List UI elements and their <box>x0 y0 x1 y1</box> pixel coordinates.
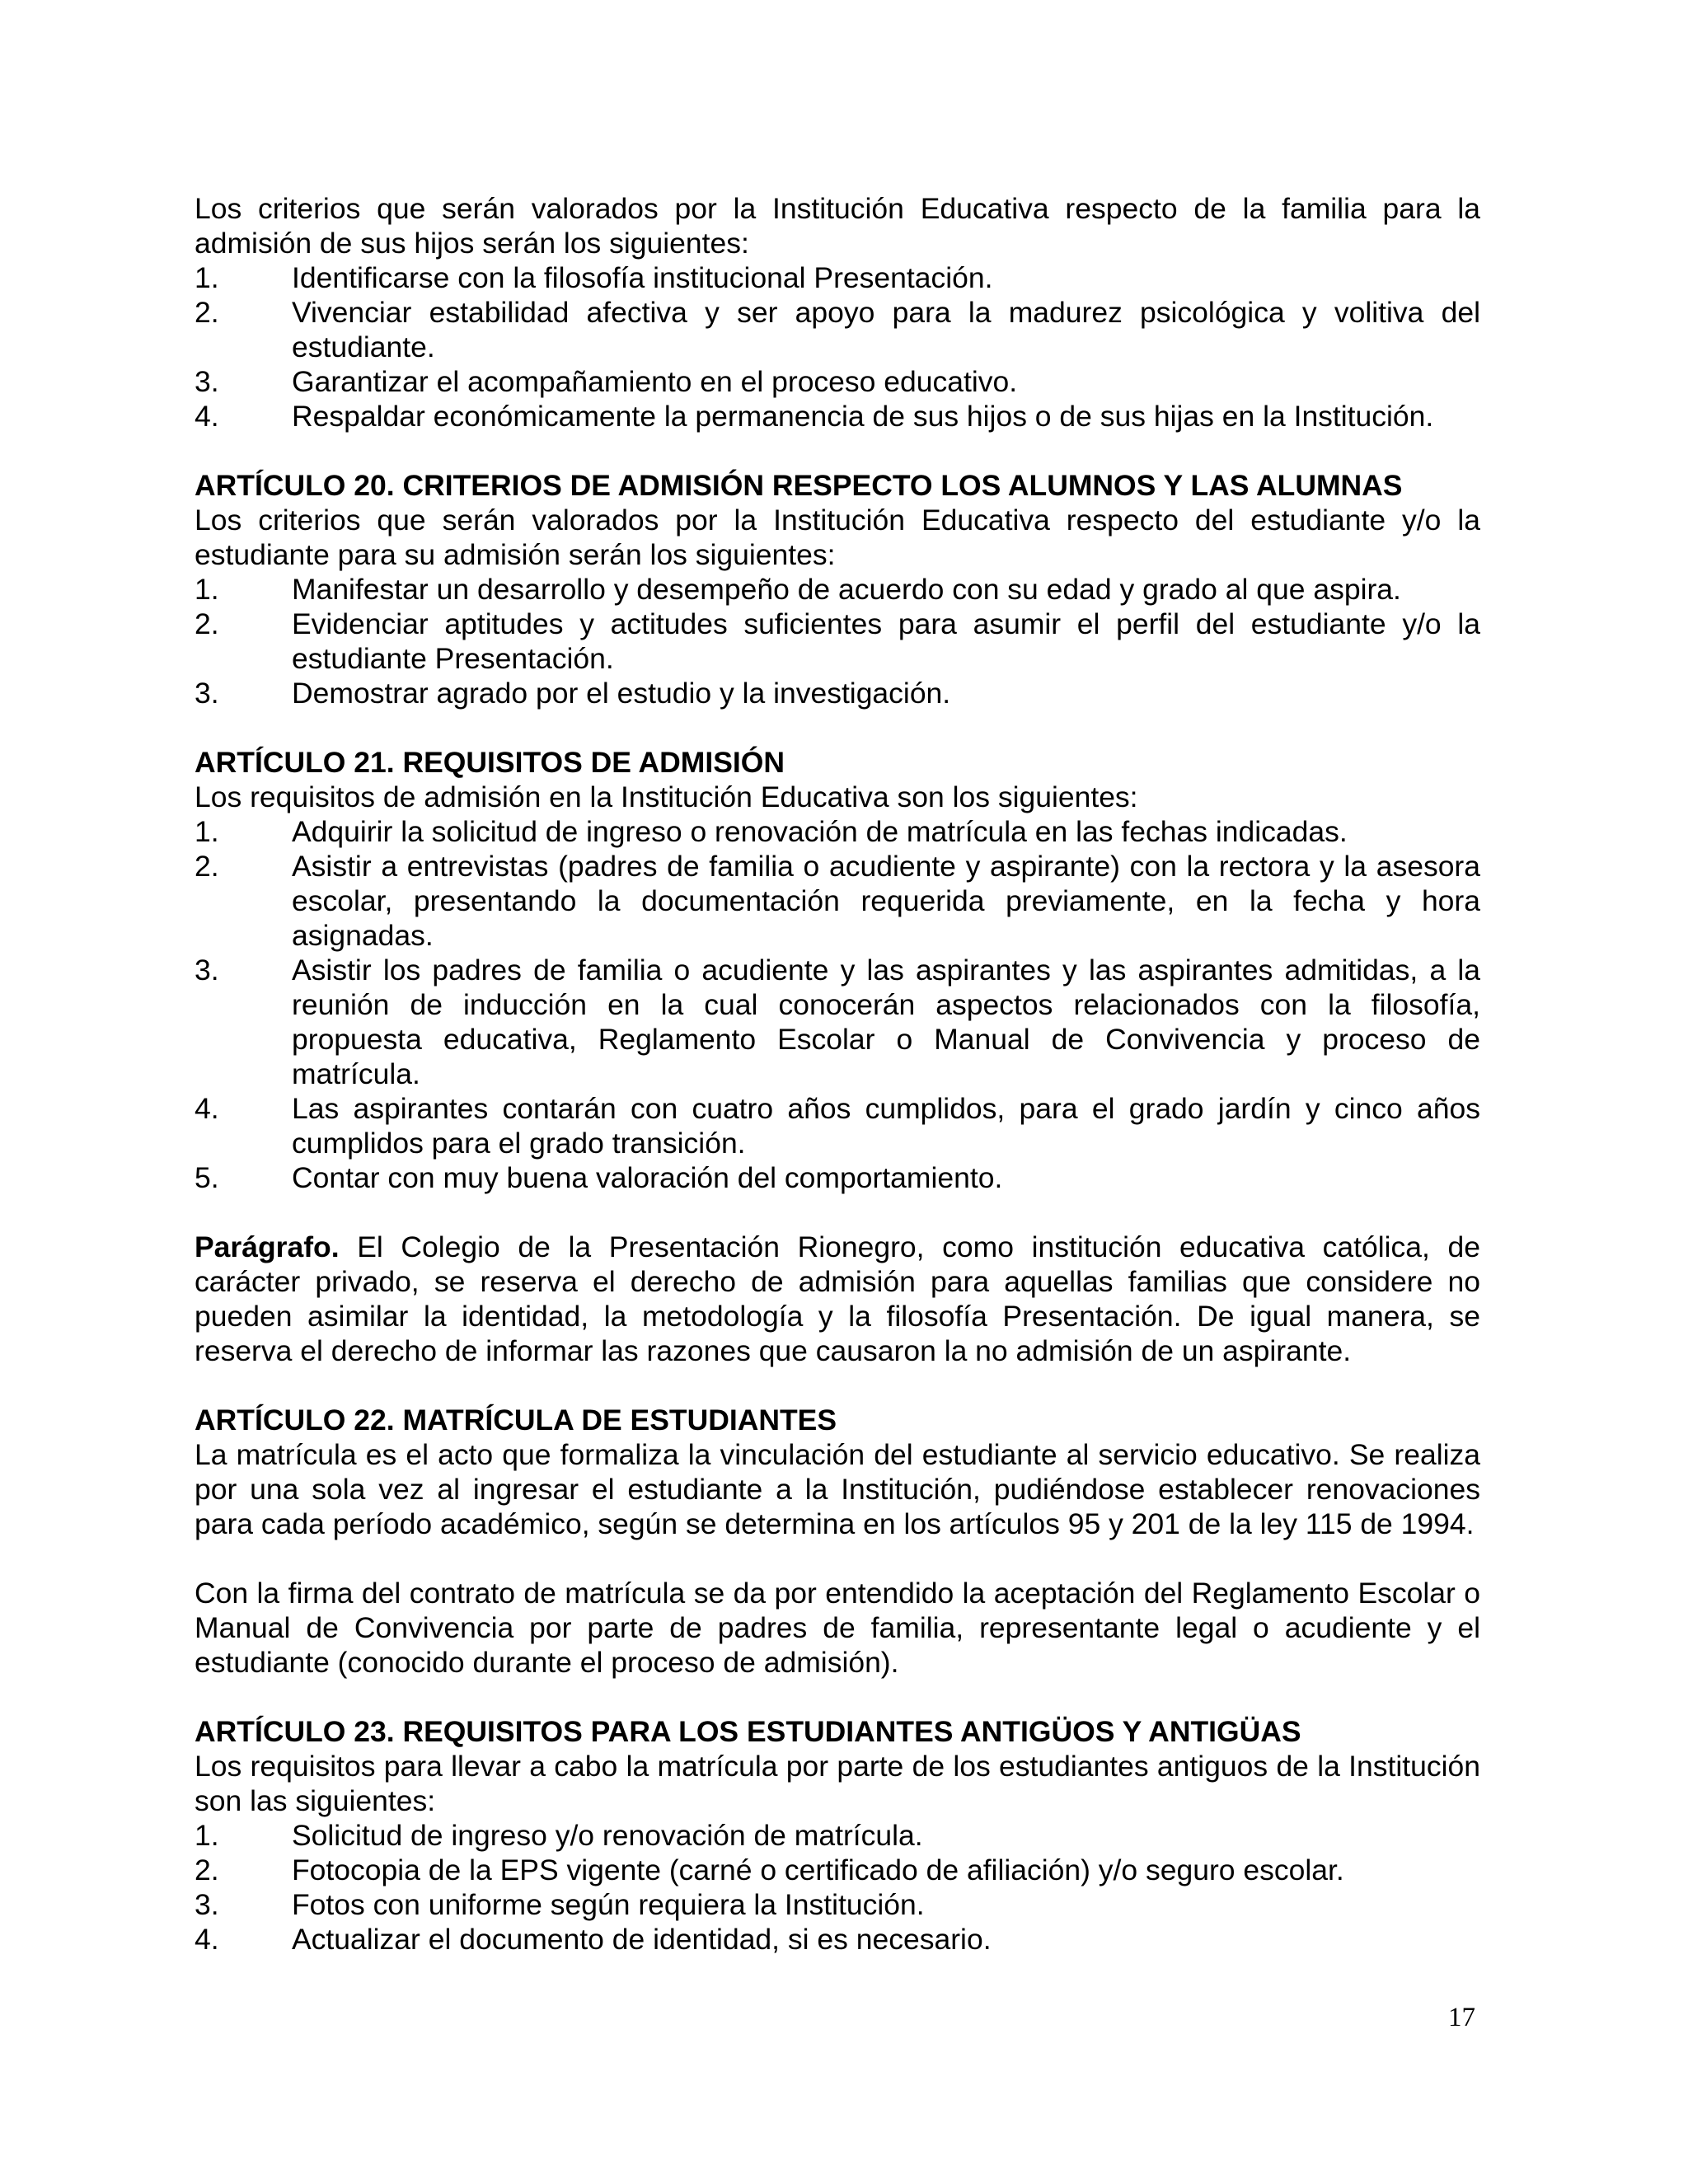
list-item-text: Asistir a entrevistas (padres de familia o acudiente y aspirante) con la rectora y la asesora escolar, presentando la documentación requerida previamente, en la fecha y hora asignadas. <box>292 850 1480 952</box>
list-item-number: 2. <box>195 296 219 329</box>
article-23-section <box>195 1714 1480 1957</box>
list-item-text: Garantizar el acompañamiento en el proceso educativo. <box>292 365 1018 398</box>
list-item <box>195 572 1480 607</box>
page-number: 17 <box>1448 2003 1475 2032</box>
list-item-number: 1. <box>195 261 219 294</box>
list-item-text: Solicitud de ingreso y/o renovación de matrícula. <box>292 1819 923 1852</box>
paragrafo-text: El Colegio de la Presentación Rionegro, como institución educativa católica, de carácter privado, se reserva el derecho de admisión para aquellas familias que considere no pueden asimilar la identidad, la metodología y la filosofía Presentación. De igual manera, se reserva el derecho de informar las razones que causaron la no admisión de un aspirante. <box>195 1230 1480 1367</box>
list-item-number: 2. <box>195 850 219 883</box>
list-item-text: Evidenciar aptitudes y actitudes suficientes para asumir el perfil del estudiante y/o la estudiante Presentación. <box>292 607 1480 675</box>
article-23-list <box>195 1818 1480 1957</box>
spacer <box>195 1680 1480 1714</box>
spacer <box>195 434 1480 468</box>
list-item-text: Actualizar el documento de identidad, si es necesario. <box>292 1923 992 1956</box>
list-item <box>195 1160 1480 1195</box>
intro-paragraph: Los criterios que serán valorados por la Institución Educativa respecto de la familia para la admisión de sus hijos serán los siguientes: <box>195 192 1480 260</box>
list-item-number: 1. <box>195 573 219 606</box>
article-21-list <box>195 814 1480 1195</box>
spacer <box>195 710 1480 745</box>
article-23-paragraph: Los requisitos para llevar a cabo la matrícula por parte de los estudiantes antiguos de la Institución son las siguientes: <box>195 1750 1480 1817</box>
list-item <box>195 399 1480 434</box>
paragrafo-label: Parágrafo. <box>195 1230 340 1263</box>
article-22-heading: ARTÍCULO 22. MATRÍCULA DE ESTUDIANTES <box>195 1404 837 1436</box>
list-item <box>195 260 1480 295</box>
list-item <box>195 607 1480 676</box>
spacer <box>195 1541 1480 1576</box>
document-page <box>195 191 1480 1957</box>
list-item <box>195 953 1480 1091</box>
list-item-text: Demostrar agrado por el estudio y la investigación. <box>292 677 951 710</box>
list-item-text: Contar con muy buena valoración del comportamiento. <box>292 1161 1003 1194</box>
article-21-heading: ARTÍCULO 21. REQUISITOS DE ADMISIÓN <box>195 746 785 779</box>
list-item <box>195 1818 1480 1853</box>
article-20-paragraph: Los criterios que serán valorados por la Institución Educativa respecto del estudiante y/o la estudiante para su admisión serán los siguientes: <box>195 504 1480 571</box>
list-item-number: 4. <box>195 1092 219 1125</box>
list-item-number: 5. <box>195 1161 219 1194</box>
article-22-section <box>195 1403 1480 1680</box>
article-21-section <box>195 745 1480 1195</box>
list-item-number: 2. <box>195 1854 219 1886</box>
list-item <box>195 295 1480 364</box>
list-item-number: 3. <box>195 365 219 398</box>
article-22-paragraph-1: La matrícula es el acto que formaliza la vinculación del estudiante al servicio educativo. Se realiza por una sola vez al ingresar el estudiante a la Institución, pudiéndose establecer renovaciones para cada período académico, según se determina en los artículos 95 y 201 de la ley 115 de 1994. <box>195 1438 1480 1540</box>
list-item-text: Adquirir la solicitud de ingreso o renovación de matrícula en las fechas indicadas. <box>292 815 1348 848</box>
article-20-list <box>195 572 1480 710</box>
list-item-text: Respaldar económicamente la permanencia de sus hijos o de sus hijas en la Institución. <box>292 400 1434 433</box>
list-item-number: 1. <box>195 815 219 848</box>
article-22-paragraph-2: Con la firma del contrato de matrícula se da por entendido la aceptación del Reglamento Escolar o Manual de Convivencia por parte de padres de familia, representante legal o acudiente y el estudiante (conocido durante el proceso de admisión). <box>195 1577 1480 1679</box>
list-item <box>195 1922 1480 1957</box>
list-item-text: Vivenciar estabilidad afectiva y ser apoyo para la madurez psicológica y volitiva del estudiante. <box>292 296 1480 363</box>
list-item <box>195 814 1480 849</box>
list-item-number: 4. <box>195 400 219 433</box>
list-item-number: 3. <box>195 677 219 710</box>
list-item-text: Asistir los padres de familia o acudiente y las aspirantes y las aspirantes admitidas, a la reunión de inducción en la cual conocerán aspectos relacionados con la filosofía, propuesta educativa, Reglamento Escolar o Manual de Convivencia y proceso de matrícula. <box>292 954 1480 1090</box>
list-item-text: Las aspirantes contarán con cuatro años cumplidos, para el grado jardín y cinco años cumplidos para el grado transición. <box>292 1092 1480 1160</box>
list-item-number: 2. <box>195 607 219 640</box>
paragrafo-section <box>195 1230 1480 1368</box>
list-item-text: Fotos con uniforme según requiera la Institución. <box>292 1888 925 1921</box>
list-item-number: 1. <box>195 1819 219 1852</box>
list-item-text: Identificarse con la filosofía institucional Presentación. <box>292 261 993 294</box>
list-item <box>195 1887 1480 1922</box>
article-20-heading: ARTÍCULO 20. CRITERIOS DE ADMISIÓN RESPECTO LOS ALUMNOS Y LAS ALUMNAS <box>195 469 1403 502</box>
list-item <box>195 849 1480 953</box>
list-item <box>195 364 1480 399</box>
article-21-paragraph: Los requisitos de admisión en la Institución Educativa son los siguientes: <box>195 780 1138 813</box>
list-item <box>195 1853 1480 1887</box>
article-23-heading: ARTÍCULO 23. REQUISITOS PARA LOS ESTUDIANTES ANTIGÜOS Y ANTIGÜAS <box>195 1715 1301 1748</box>
list-item <box>195 1091 1480 1160</box>
list-item-number: 3. <box>195 954 219 987</box>
article-20-section <box>195 468 1480 710</box>
intro-section <box>195 191 1480 434</box>
spacer <box>195 1195 1480 1230</box>
spacer <box>195 1368 1480 1403</box>
list-item-number: 4. <box>195 1923 219 1956</box>
list-item-text: Fotocopia de la EPS vigente (carné o certificado de afiliación) y/o seguro escolar. <box>292 1854 1344 1886</box>
paragrafo-paragraph <box>195 1230 1480 1368</box>
list-item-text: Manifestar un desarrollo y desempeño de acuerdo con su edad y grado al que aspira. <box>292 573 1401 606</box>
list-item <box>195 676 1480 710</box>
intro-list <box>195 260 1480 434</box>
list-item-number: 3. <box>195 1888 219 1921</box>
